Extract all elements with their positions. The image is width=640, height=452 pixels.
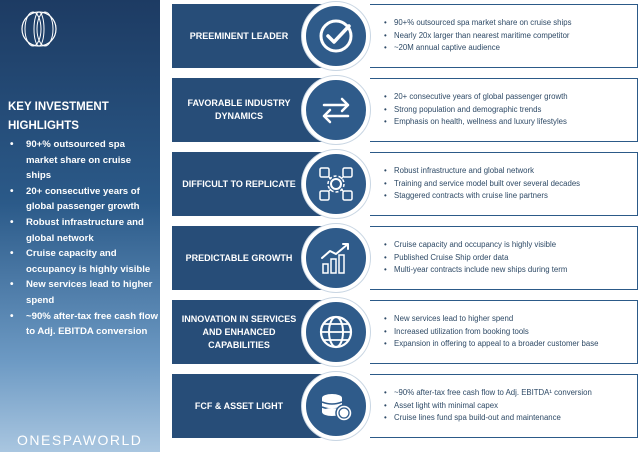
row-content (370, 4, 638, 68)
network-gear-icon (316, 164, 356, 204)
sidebar (0, 0, 160, 452)
row-bullet: • Emphasis on health, wellness and luxury lifestyles (384, 116, 568, 129)
check-circle-icon (316, 16, 356, 56)
two-way-arrows-icon (316, 90, 356, 130)
row-label: PREEMINENT LEADER (172, 4, 342, 68)
growth-chart-icon (316, 238, 356, 278)
row-content (370, 152, 638, 216)
sidebar-title: KEY INVESTMENT HIGHLIGHTS (8, 101, 109, 132)
row-bullet: • 90+% outsourced spa market share on cruise ships (384, 17, 571, 30)
globe-icon (316, 312, 356, 352)
row-bullet: • Published Cruise Ship order data (384, 252, 567, 265)
brand-wordmark: ONESPAWORLD (17, 432, 143, 448)
row-icon-circle (302, 372, 370, 440)
row-bullet: • Training and service model built over several decades (384, 178, 580, 191)
row-content (370, 374, 638, 438)
row-icon-circle (302, 2, 370, 70)
sidebar-list (8, 137, 158, 340)
row-bullet: • Asset light with minimal capex (384, 400, 592, 413)
row-bullet: • Multi-year contracts include new ships during term (384, 264, 567, 277)
sidebar-bullet: • ~90% after-tax free cash flow to Adj. EBITDA conversion (8, 309, 158, 340)
row-bullet: • 20+ consecutive years of global passenger growth (384, 91, 568, 104)
row-bullet: • Cruise lines fund spa build-out and maintenance (384, 412, 592, 425)
highlight-row-preeminent-leader (172, 4, 638, 68)
row-icon-circle (302, 224, 370, 292)
highlight-row-fcf-asset-light (172, 374, 638, 438)
row-bullet: • Staggered contracts with cruise line partners (384, 190, 580, 203)
row-icon-circle (302, 76, 370, 144)
row-bullet: • Robust infrastructure and global network (384, 165, 580, 178)
row-icon-circle (302, 298, 370, 366)
row-content (370, 78, 638, 142)
row-label: FAVORABLE INDUSTRY DYNAMICS (172, 78, 342, 142)
row-bullet: • Nearly 20x larger than nearest maritime competitor (384, 30, 571, 43)
sidebar-bullet: • Robust infrastructure and global network (8, 215, 158, 246)
row-icon-circle (302, 150, 370, 218)
row-bullet: • New services lead to higher spend (384, 313, 598, 326)
highlight-row-predictable-growth (172, 226, 638, 290)
sidebar-bullet: • 90+% outsourced spa market share on cruise ships (8, 137, 158, 184)
row-label: PREDICTABLE GROWTH (172, 226, 342, 290)
highlight-row-industry-dynamics (172, 78, 638, 142)
row-bullet: • Increased utilization from booking tools (384, 326, 598, 339)
row-bullet: • Cruise capacity and occupancy is highly visible (384, 239, 567, 252)
row-bullet: • ~90% after-tax free cash flow to Adj. EBITDA¹ conversion (384, 387, 592, 400)
row-content (370, 300, 638, 364)
row-label: DIFFICULT TO REPLICATE (172, 152, 342, 216)
row-bullet: • Expansion in offering to appeal to a broader customer base (384, 338, 598, 351)
row-label: INNOVATION IN SERVICES AND ENHANCED CAPABILITIES (172, 300, 342, 364)
sidebar-bullet: • New services lead to higher spend (8, 277, 158, 308)
row-content (370, 226, 638, 290)
logo-icon (19, 9, 59, 49)
sidebar-bullet: • 20+ consecutive years of global passenger growth (8, 184, 158, 215)
row-bullet: • ~20M annual captive audience (384, 42, 571, 55)
coin-stack-icon (316, 386, 356, 426)
highlight-row-innovation (172, 300, 638, 364)
row-label: FCF & ASSET LIGHT (172, 374, 342, 438)
sidebar-bullet: • Cruise capacity and occupancy is highly visible (8, 246, 158, 277)
row-bullet: • Strong population and demographic trends (384, 104, 568, 117)
highlight-row-difficult-to-replicate (172, 152, 638, 216)
